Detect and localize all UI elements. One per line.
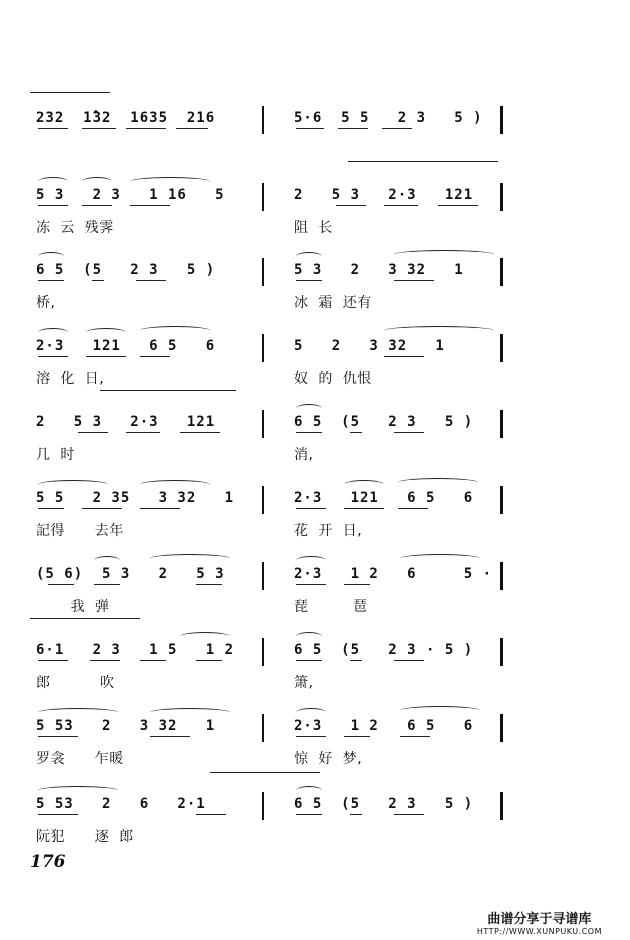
system-9-left [30,706,262,782]
beam [350,814,362,815]
notes: 6 5 (5 2 3 5 ) [36,262,216,278]
notes: 5 2 3 32 1 [294,338,445,354]
lyrics: 溶 化 日, [36,371,105,387]
beam [38,736,78,737]
system-5-left [30,402,262,478]
end-barline [500,714,503,742]
beam [296,508,326,509]
beam [384,205,418,206]
lyrics: 箫, [294,675,314,691]
slur [384,326,494,335]
system-8-right [288,630,510,706]
beam [38,128,68,129]
lyrics: 冻 云 残霁 [36,220,114,236]
lyrics: 郎 吹 [36,675,115,691]
beam [350,660,362,661]
beam [394,432,424,433]
barline [262,714,264,742]
beam [48,584,74,585]
lyrics: 記得 去年 [36,523,124,539]
slur [400,706,480,715]
beam [140,356,170,357]
system-2-left [30,175,262,251]
beam [296,814,322,815]
notes: 6·1 2 3 1 5 1 2 [36,642,235,658]
system-5 [30,402,510,478]
phrase-line [348,161,498,162]
beam [398,508,428,509]
notes: 5 3 2 3 32 1 [294,262,464,278]
beam [296,280,322,281]
system-7-right [288,554,510,630]
notes: 2·3 121 6 5 6 [36,338,216,354]
beam [38,205,68,206]
system-3-right [288,250,510,326]
beam [78,432,108,433]
lyrics: 奴 的 仇恨 [294,371,372,387]
notes: 2·3 1 2 6 5 6 [294,718,474,734]
barline [262,334,264,362]
system-6 [30,478,510,554]
slur [400,554,480,563]
system-1-right [288,98,510,174]
lyrics: 我 弹 [36,599,110,615]
barline [262,638,264,666]
beam [38,280,64,281]
beam [130,205,170,206]
barline [262,562,264,590]
end-barline [500,792,503,820]
end-barline [500,562,503,590]
beam [126,432,160,433]
phrase-line [210,772,320,773]
notes: 5 53 2 6 2·1 [36,796,206,812]
end-barline [500,258,503,286]
end-barline [500,106,503,134]
beam [196,584,222,585]
system-8-left [30,630,262,706]
notes: 6 5 (5 2 3 · 5 ) [294,642,474,658]
system-1-left [30,98,262,174]
beam [136,280,166,281]
beam [384,356,424,357]
beam [82,128,116,129]
beam [82,508,122,509]
lyrics: 琵 琶 [294,599,368,615]
lyrics: 花 开 日, [294,523,363,539]
notes: 2·3 121 6 5 6 [294,490,474,506]
beam [338,128,368,129]
barline [262,183,264,211]
beam [90,660,120,661]
end-barline [500,638,503,666]
barline [262,410,264,438]
beam [38,660,68,661]
system-9-right [288,706,510,782]
beam [176,128,208,129]
lyrics: 罗衾 乍暖 [36,751,124,767]
system-2 [30,175,510,251]
beam [196,814,226,815]
phrase-line [100,390,236,391]
page-number: 176 [30,852,66,872]
beam [400,736,430,737]
beam [140,508,180,509]
beam [344,736,370,737]
notes: 2 5 3 2·3 121 [294,187,474,203]
notes: 2 5 3 2·3 121 [36,414,216,430]
lyrics: 消, [294,447,314,463]
beam [336,205,366,206]
beam [438,205,478,206]
watermark [477,908,602,936]
system-6-left [30,478,262,554]
notes: 5 3 2 3 1 16 5 [36,187,225,203]
barline [262,792,264,820]
beam [150,736,190,737]
lyrics: 阻 长 [294,220,333,236]
beam [344,508,384,509]
slur [394,250,494,259]
barline [262,486,264,514]
notes: 2·3 1 2 6 5 · [294,566,493,582]
lyrics: 桥, [36,295,56,311]
beam [92,280,104,281]
beam [394,814,424,815]
beam [394,660,424,661]
notes: 232 1̂32 1635 216 [36,110,216,126]
beam [82,205,112,206]
end-barline [500,486,503,514]
watermark-name: 曲谱分享于寻谱库 [487,912,592,927]
system-10-right [288,784,510,860]
notes: 6 5 (5 2 3 5 ) [294,414,474,430]
beam [394,280,434,281]
beam [350,432,362,433]
notes: (5 6) 5 3 2 5 3 [36,566,225,582]
notes: 5·6 5 5 2 3 5 ) [294,110,483,126]
beam [38,814,78,815]
beam [38,508,64,509]
lyrics: 几 时 [36,447,75,463]
beam [196,660,222,661]
opening-rule [30,92,110,93]
system-2-right [288,175,510,251]
system-6-right [288,478,510,554]
system-10 [30,784,510,860]
phrase-line [30,618,140,619]
beam [296,660,322,661]
slur [150,554,230,563]
slur [398,478,478,487]
system-3-left [30,250,262,326]
end-barline [500,410,503,438]
notes: 6 5 (5 2 3 5 ) [294,796,474,812]
beam [296,584,326,585]
end-barline [500,183,503,211]
watermark-url[interactable]: HTTP://WWW.XUNPUKU.COM [476,927,602,936]
lyrics: 冰 霜 还有 [294,295,372,311]
notes: 5 53 2 3 32 1 [36,718,216,734]
barline [262,106,264,134]
system-10-left [30,784,262,860]
end-barline [500,334,503,362]
system-8 [30,630,510,706]
lyrics: 阮犯 逐 郎 [36,829,134,845]
notes: 5 5 2 35 3 32 1 [36,490,235,506]
beam [126,128,166,129]
beam [296,736,326,737]
lyrics: 惊 好 梦, [294,751,363,767]
beam [94,584,120,585]
system-1 [30,98,510,174]
system-3 [30,250,510,326]
beam [344,584,370,585]
system-4-right [288,326,510,402]
beam [180,432,220,433]
slur [140,326,210,335]
system-5-right [288,402,510,478]
beam [140,660,166,661]
barline [262,258,264,286]
beam [382,128,412,129]
beam [86,356,126,357]
beam [38,356,68,357]
beam [296,128,324,129]
beam [296,432,322,433]
system-9 [30,706,510,782]
